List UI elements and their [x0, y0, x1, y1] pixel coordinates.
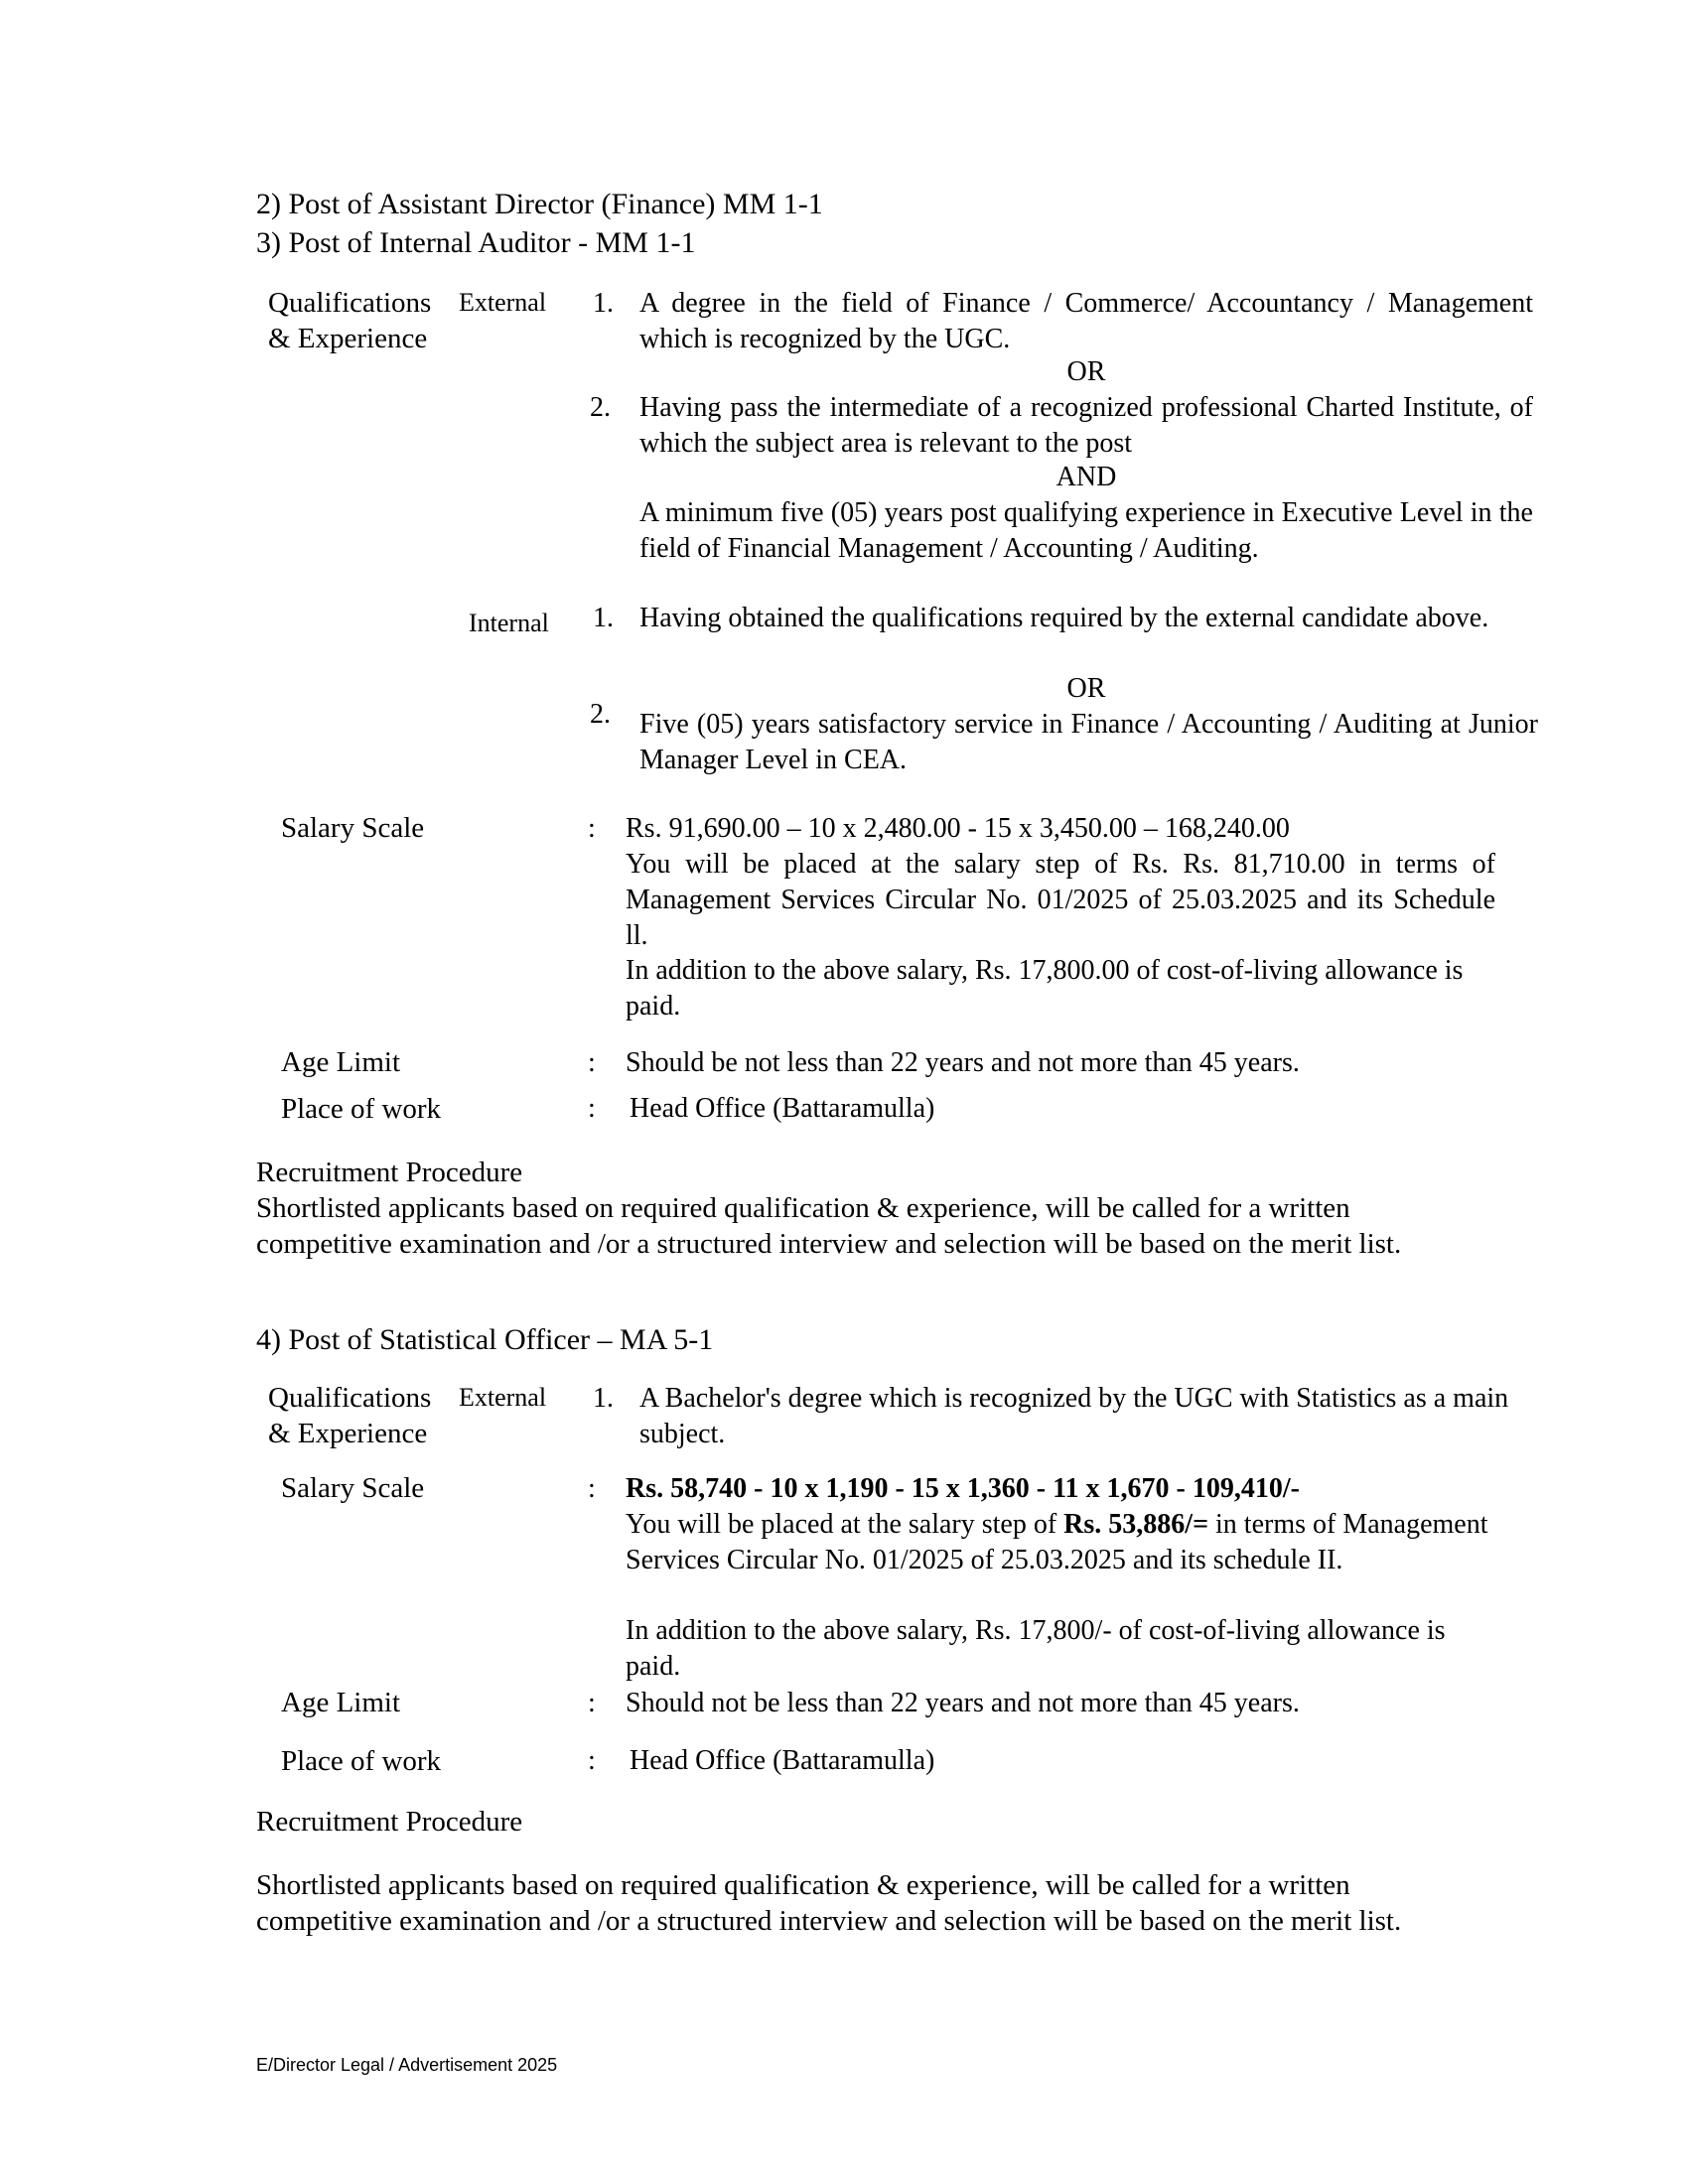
and-separator: AND: [1055, 462, 1117, 492]
or-separator: OR: [1066, 356, 1106, 387]
page-footer: E/Director Legal / Advertisement 2025: [256, 2055, 558, 2075]
recruitment-procedure-heading: Recruitment Procedure: [256, 1806, 523, 1838]
qualifications-label: Qualifications: [268, 1382, 432, 1414]
internal-item-number: 1.: [593, 603, 614, 633]
salary-step-amount: Rs. 53,886/=: [1063, 1509, 1209, 1540]
colon: :: [588, 1047, 596, 1078]
internal-item-text: Having obtained the qualifications required by the external candidate above.: [639, 603, 1489, 633]
experience-requirement-text: A minimum five (05) years post qualifying experience in Executive Level in the field of Financial Management / Accounting / Auditing.: [639, 497, 1533, 564]
colon: :: [588, 813, 596, 844]
internal-item-text: Five (05) years satisfactory service in Finance / Accounting / Auditing at Junior Manager Level in CEA.: [639, 709, 1538, 775]
place-of-work-value: Head Office (Battaramulla): [630, 1093, 935, 1124]
salary-step-text: You will be placed at the salary step of Rs. Rs. 81,710.00 in terms of Management Services Circular No. 01/2025 of 25.03.2025 and its Schedule ll.: [626, 849, 1495, 951]
salary-scale-label: Salary Scale: [281, 1472, 425, 1504]
colon: :: [588, 1688, 596, 1718]
age-limit-value: Should not be less than 22 years and not more than 45 years.: [626, 1688, 1300, 1718]
post-heading-statistical-officer: 4) Post of Statistical Officer – MA 5-1: [256, 1323, 714, 1356]
experience-label: & Experience: [268, 1418, 428, 1449]
external-item-number: 2.: [590, 392, 611, 423]
salary-scale-value: Rs. 91,690.00 – 10 x 2,480.00 - 15 x 3,450.00 – 168,240.00: [626, 813, 1290, 844]
post-heading-assistant-director: 2) Post of Assistant Director (Finance) MM 1-1: [256, 188, 823, 220]
age-limit-label: Age Limit: [281, 1046, 401, 1078]
external-item-text: A Bachelor's degree which is recognized by the UGC with Statistics as a main subject.: [639, 1383, 1509, 1449]
place-of-work-value: Head Office (Battaramulla): [630, 1745, 935, 1776]
internal-label: Internal: [469, 609, 549, 637]
place-of-work-label: Place of work: [281, 1093, 442, 1125]
external-item-text: Having pass the intermediate of a recognized professional Charted Institute, of which the subject area is relevant to the post: [639, 392, 1533, 459]
or-separator: OR: [1066, 673, 1106, 704]
recruitment-procedure-text: Shortlisted applicants based on required qualification & experience, will be called for a written competitive examination and /or a structured interview and selection will be based on the merit list.: [256, 1192, 1402, 1260]
salary-allowance-text: In addition to the above salary, Rs. 17,800.00 of cost-of-living allowance is paid.: [626, 955, 1464, 1022]
salary-step-text: [626, 1507, 1499, 1578]
recruitment-procedure-text: Shortlisted applicants based on required qualification & experience, will be called for a written competitive examination and /or a structured interview and selection will be based on the merit list.: [256, 1869, 1402, 1937]
salary-scale-value: Rs. 58,740 - 10 x 1,190 - 15 x 1,360 - 11 x 1,670 - 109,410/-: [626, 1473, 1300, 1504]
qualifications-label: Qualifications: [268, 287, 432, 319]
internal-item-number: 2.: [590, 699, 611, 730]
post-heading-internal-auditor: 3) Post of Internal Auditor - MM 1-1: [256, 226, 696, 259]
colon: :: [588, 1093, 596, 1124]
external-label: External: [459, 288, 547, 317]
salary-step-suffix: in terms of Management Services Circular No. 01/2025 of 25.03.2025 and its schedule II.: [626, 1509, 1488, 1575]
colon: :: [588, 1473, 596, 1504]
external-item-number: 1.: [593, 288, 614, 319]
salary-allowance-text: In addition to the above salary, Rs. 17,800/- of cost-of-living allowance is paid.: [626, 1615, 1446, 1682]
salary-scale-label: Salary Scale: [281, 812, 425, 844]
external-item-number: 1.: [593, 1383, 614, 1414]
place-of-work-label: Place of work: [281, 1745, 442, 1777]
external-label: External: [459, 1383, 547, 1412]
recruitment-procedure-heading: Recruitment Procedure: [256, 1157, 523, 1188]
salary-step-prefix: You will be placed at the salary step of: [626, 1509, 1064, 1540]
age-limit-label: Age Limit: [281, 1687, 401, 1718]
age-limit-value: Should be not less than 22 years and not more than 45 years.: [626, 1047, 1300, 1078]
experience-label: & Experience: [268, 323, 428, 354]
external-item-text: A degree in the field of Finance / Commerce/ Accountancy / Management which is recognized by the UGC.: [639, 288, 1533, 354]
colon: :: [588, 1745, 596, 1776]
